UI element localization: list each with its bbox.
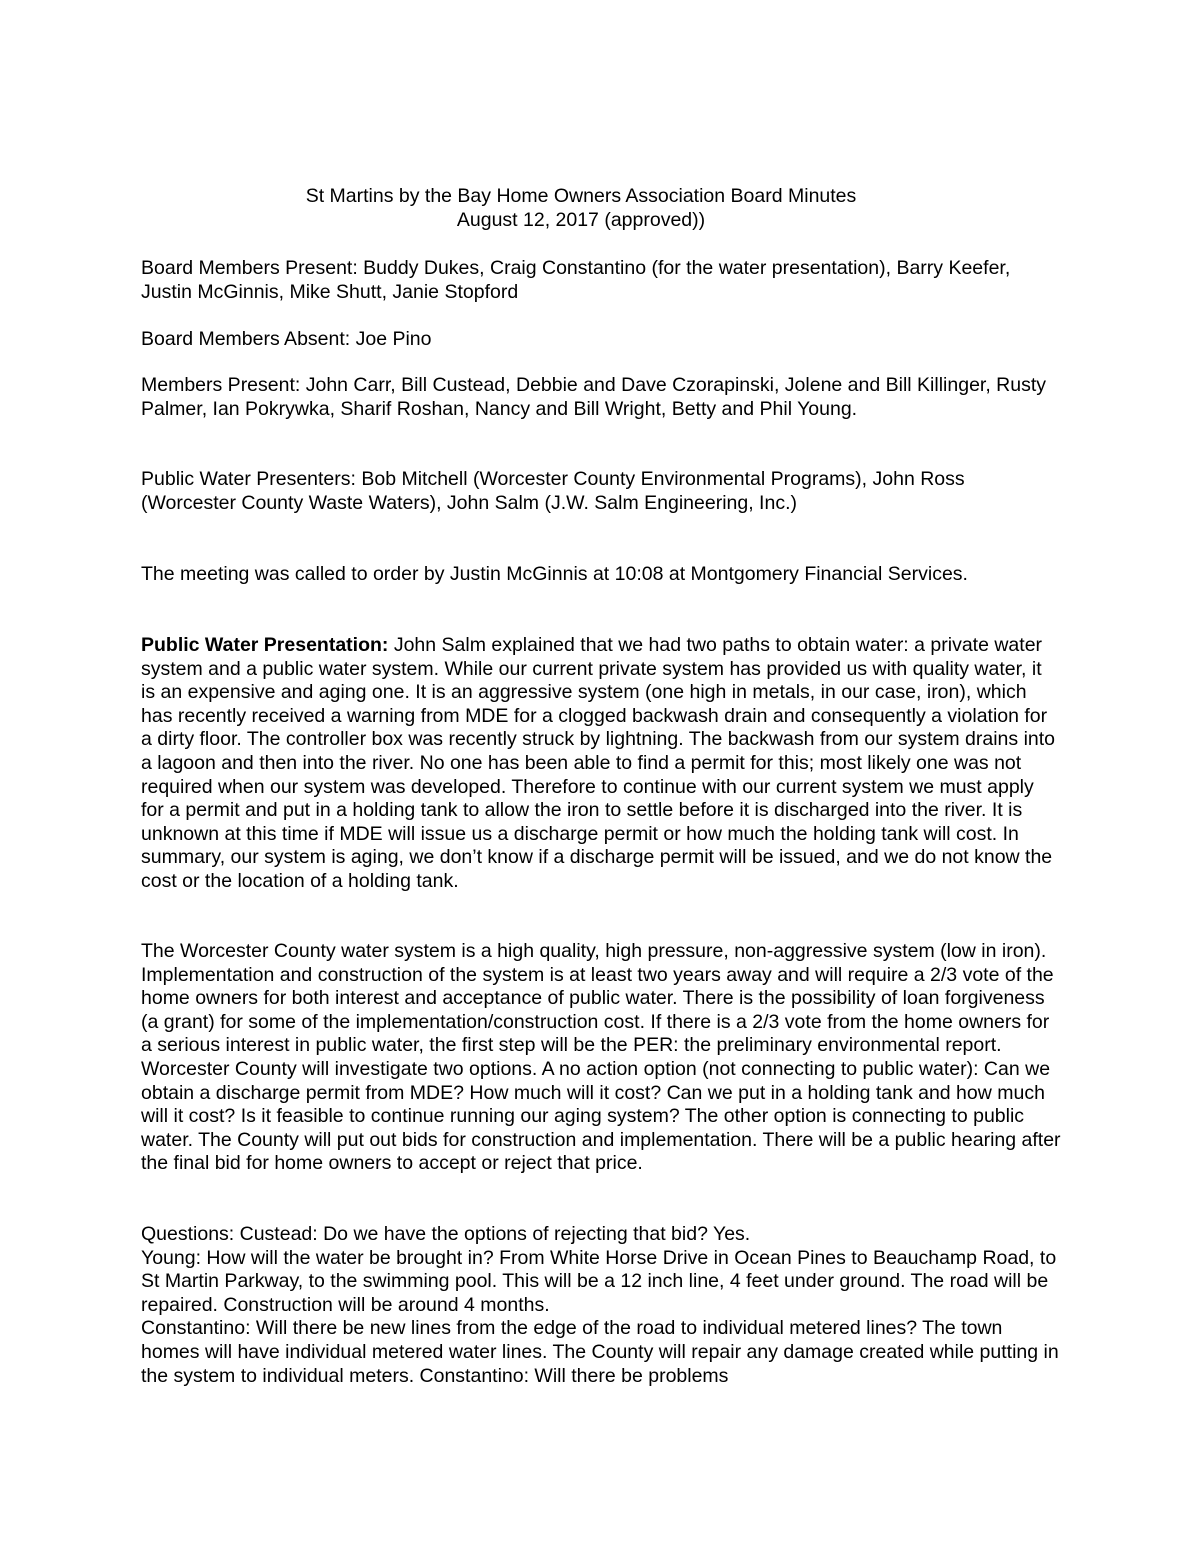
presentation-text-1: John Salm explained that we had two paths to obtain water: a private water system and a public water system. While our current private system has provided us with quality water, it is an expensive and aging one. It is an aggressive system (one high in metals, in our case, iron), which has recently received a warning from MDE for a clogged backwash drain and consequently a violation for a dirty floor. The controller box was recently struck by lightning. The backwash from our system drains into a lagoon and then into the river. No one has been able to find a permit for this; most likely one was not required when our system was developed. Therefore to continue with our current system we must apply for a permit and put in a holding tank to allow the iron to settle before it is discharged into the river. It is unknown at this time if MDE will issue us a discharge permit or how much the holding tank will cost. In summary, our system is aging, we don’t know if a discharge permit will be issued, and we do not know the cost or the location of a holding tank. — [141, 634, 1056, 892]
document-title — [141, 185, 1021, 232]
question-young: Young: How will the water be brought in? From White Horse Drive in Ocean Pines to Beauchamp Road, to St Martin Parkway, to the swimming pool. This will be a 12 inch line, 4 feet under ground. The road will be repaired. Construction will be around 4 months. — [141, 1246, 1057, 1316]
board-members-present: Board Members Present: Buddy Dukes, Craig Constantino (for the water presentation), Barry Keefer, Justin McGinnis, Mike Shutt, Janie Stopford — [141, 257, 1011, 303]
questions-section — [141, 1223, 1061, 1388]
call-to-order: The meeting was called to order by Justin McGinnis at 10:08 at Montgomery Financial Services. — [141, 563, 968, 585]
presentation-paragraph-2: The Worcester County water system is a high quality, high pressure, non-aggressive system (low in iron). Implementation and construction of the system is at least two years away and will require a 2/3 vote of the home owners for both interest and acceptance of public water. There is the possibility of loan forgiveness (a grant) for some of the implementation/construction cost. If there is a 2/3 vote from the home owners for a serious interest in public water, the first step will be the PER: the preliminary environmental report. Worcester County will investigate two options. A no action option (not connecting to public water): Can we obtain a discharge permit from MDE? How much will it cost? Can we put in a holding tank and how much will it cost? Is it feasible to continue running our aging system? The other option is connecting to public water. The County will put out bids for construction and implementation. There will be a public hearing after the final bid for home owners to accept or reject that price. — [141, 940, 1061, 1175]
title-line-2: August 12, 2017 (approved)) — [456, 208, 706, 231]
question-constantino: Constantino: Will there be new lines from the edge of the road to individual metered lines? The town homes will have individual metered water lines. The County will repair any damage created while putting in the system to individual meters. Constantino: Will there be problems — [141, 1317, 1059, 1387]
title-line-1: St Martins by the Bay Home Owners Association Board Minutes — [305, 185, 857, 207]
members-present: Members Present: John Carr, Bill Custead, Debbie and Dave Czorapinski, Jolene and Bill Killinger, Rusty Palmer, Ian Pokrywka, Sharif Roshan, Nancy and Bill Wright, Betty and Phil Young. — [141, 374, 1047, 420]
board-members-absent: Board Members Absent: Joe Pino — [141, 328, 432, 350]
public-water-presenters: Public Water Presenters: Bob Mitchell (Worcester County Environmental Programs), John Ross (Worcester County Waste Waters), John Salm (J.W. Salm Engineering, Inc.) — [141, 468, 965, 514]
presentation-heading: Public Water Presentation: — [141, 634, 389, 656]
question-custead: Questions: Custead: Do we have the options of rejecting that bid? Yes. — [141, 1223, 751, 1245]
presentation-paragraph-1 — [141, 634, 1061, 894]
